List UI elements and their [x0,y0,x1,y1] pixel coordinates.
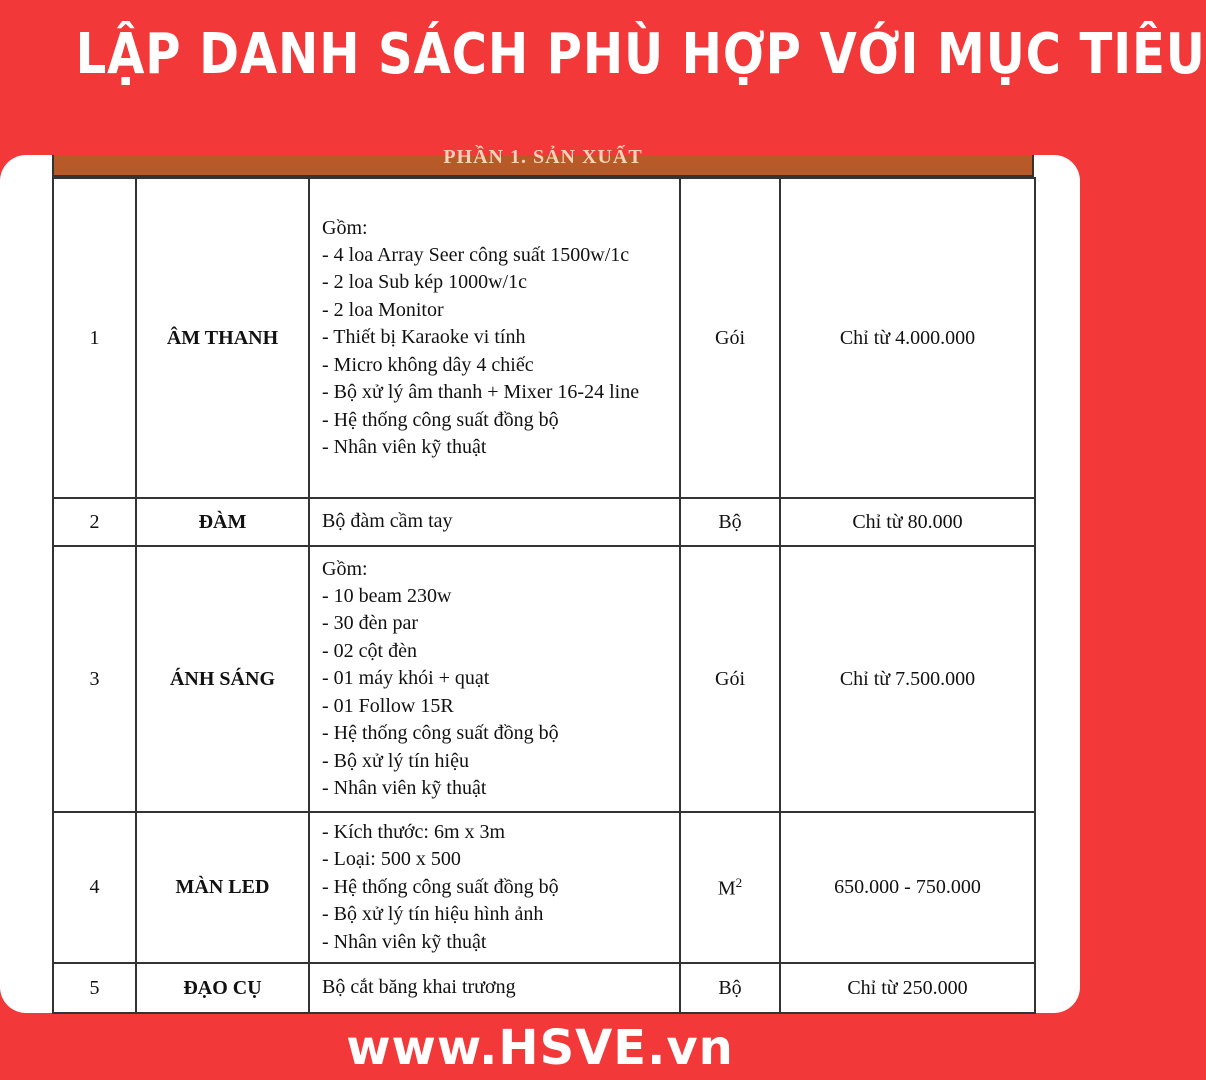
price-table [52,146,1034,1014]
list-item: - Hệ thống công suất đồng bộ [322,722,559,745]
unit-text: M [717,877,736,900]
list-item: - 4 loa Array Seer công suất 1500w/1c [322,244,630,267]
service-price: Chỉ từ 80.000 [780,498,1035,546]
section-header-label: PHẦN 1. SẢN XUẤT [443,146,643,168]
service-name: ÂM THANH [136,178,309,498]
list-item: - Kích thước: 6m x 3m [322,821,506,843]
list-item: - Nhân viên kỹ thuật [322,435,487,458]
website-url[interactable]: www.HSVE.vn [346,1020,734,1076]
service-name: ÁNH SÁNG [136,546,309,812]
service-price: Chỉ từ 7.500.000 [780,546,1035,812]
list-item: - Thiết bị Karaoke vi tính [322,326,526,349]
list-item: - 2 loa Sub kép 1000w/1c [322,271,527,294]
unit-superscript: 2 [735,874,743,890]
list-item: - 10 beam 230w [322,585,452,608]
description-intro: Gồm: [322,216,368,239]
service-name: ĐẠO CỤ [136,963,309,1013]
list-item: - 01 Follow 15R [322,694,454,717]
price-table-card [0,146,1080,1013]
list-item: - Loại: 500 x 500 [322,848,461,871]
description-intro: Gồm: [322,557,368,580]
service-description [309,546,680,812]
service-unit: Gói [680,546,780,812]
table-row [53,546,1035,812]
table-row [53,178,1035,498]
service-unit [680,812,780,963]
list-item: - 30 đèn par [322,612,419,635]
table-row [53,812,1035,963]
item-list [322,583,669,802]
service-description: Bộ đàm cầm tay [309,498,680,546]
list-item: - Bộ xử lý tín hiệu [322,749,469,772]
list-item: - Micro không dây 4 chiếc [322,353,534,376]
item-list [322,819,669,956]
service-unit: Bộ [680,498,780,546]
list-item: - Hệ thống công suất đồng bộ [322,875,559,898]
service-name: ĐÀM [136,498,309,546]
service-unit: Bộ [680,963,780,1013]
list-item: - 2 loa Monitor [322,298,444,321]
list-item: - Nhân viên kỹ thuật [322,776,487,799]
list-item: - Nhân viên kỹ thuật [322,930,487,953]
item-list [322,242,669,461]
service-name: MÀN LED [136,812,309,963]
table-row [53,498,1035,546]
section-header [52,146,1034,177]
service-price: 650.000 - 750.000 [780,812,1035,963]
row-number: 3 [53,546,136,812]
row-number: 1 [53,178,136,498]
service-description [309,812,680,963]
banner-title: LẬP DANH SÁCH PHÙ HỢP VỚI MỤC TIÊU [75,22,1206,87]
list-item: - Bộ xử lý tín hiệu hình ảnh [322,903,544,926]
row-number: 2 [53,498,136,546]
list-item: - Bộ xử lý âm thanh + Mixer 16-24 line [322,381,640,404]
service-price: Chỉ từ 250.000 [780,963,1035,1013]
table-row [53,963,1035,1013]
service-description: Bộ cắt băng khai trương [309,963,680,1013]
service-description [309,178,680,498]
row-number: 5 [53,963,136,1013]
list-item: - Hệ thống công suất đồng bộ [322,408,559,431]
list-item: - 01 máy khói + quạt [322,667,490,690]
service-price: Chỉ từ 4.000.000 [780,178,1035,498]
service-unit: Gói [680,178,780,498]
row-number: 4 [53,812,136,963]
list-item: - 02 cột đèn [322,639,417,662]
service-table [52,177,1036,1014]
